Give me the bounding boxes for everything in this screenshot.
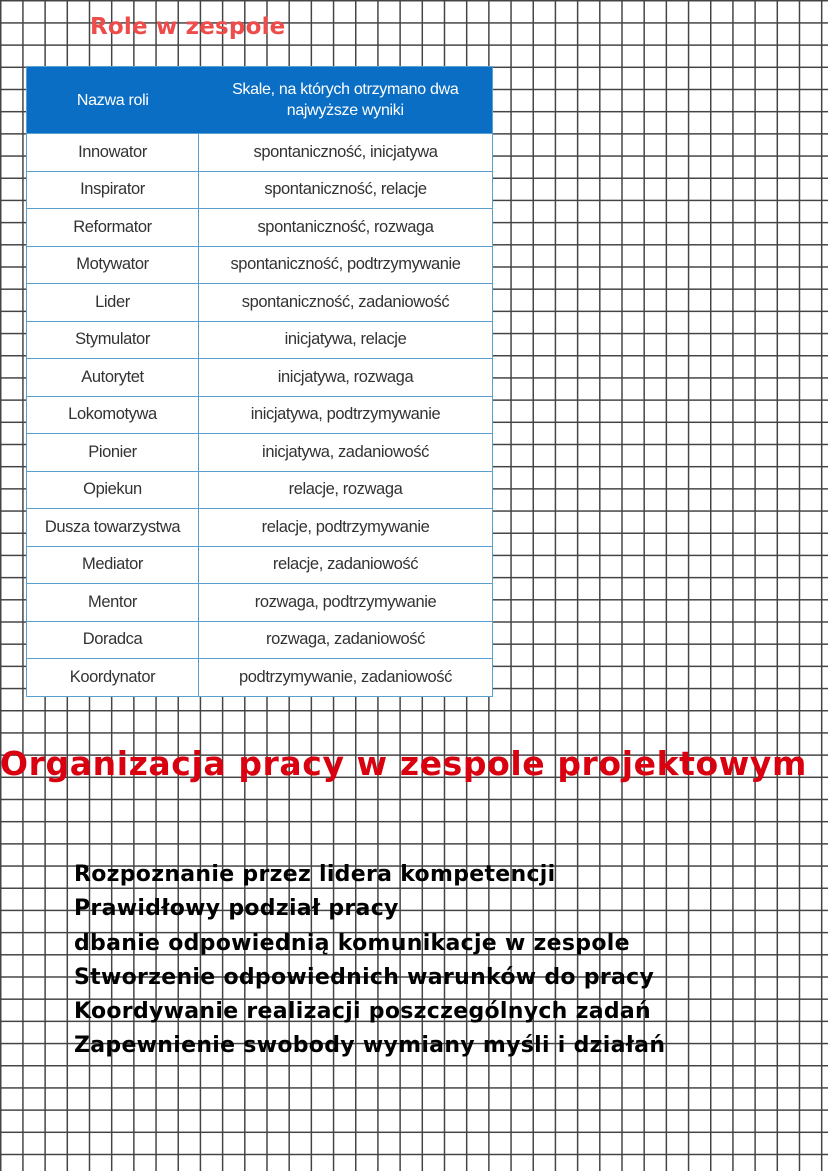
table-row	[27, 471, 493, 509]
table-row	[27, 209, 493, 247]
table-row	[27, 584, 493, 622]
list-item: Prawidłowy podział pracy	[74, 896, 399, 922]
role-scales: podtrzymywanie, zadaniowość	[199, 659, 493, 697]
role-scales: inicjatywa, rozwaga	[199, 359, 493, 397]
table-row	[27, 246, 493, 284]
table-row	[27, 284, 493, 322]
organization-points-list	[74, 858, 665, 1064]
role-name: Stymulator	[27, 321, 199, 359]
role-scales: spontaniczność, inicjatywa	[199, 134, 493, 172]
role-scales: rozwaga, zadaniowość	[199, 621, 493, 659]
role-name: Dusza towarzystwa	[27, 509, 199, 547]
role-name: Mediator	[27, 546, 199, 584]
role-scales: spontaniczność, podtrzymywanie	[199, 246, 493, 284]
table-row	[27, 396, 493, 434]
role-scales: spontaniczność, rozwaga	[199, 209, 493, 247]
section-title: Role w zespole	[90, 14, 286, 40]
roles-table	[26, 66, 493, 697]
role-scales: relacje, rozwaga	[199, 471, 493, 509]
column-header-scales: Skale, na których otrzymano dwa najwyższe wyniki	[199, 67, 493, 134]
list-item: Koordywanie realizacji poszczególnych zadań	[74, 999, 652, 1025]
table-row	[27, 134, 493, 172]
list-item: dbanie odpowiednią komunikacje w zespole	[74, 930, 630, 956]
table-row	[27, 171, 493, 209]
main-heading: Organizacja pracy w zespole projektowym	[0, 744, 807, 783]
role-scales: relacje, zadaniowość	[199, 546, 493, 584]
list-item: Stworzenie odpowiednich warunków do pracy	[74, 964, 655, 990]
table-row	[27, 546, 493, 584]
role-scales: spontaniczność, relacje	[199, 171, 493, 209]
table-row	[27, 509, 493, 547]
list-item: Zapewnienie swobody wymiany myśli i działań	[74, 1033, 666, 1059]
table-row	[27, 659, 493, 697]
list-item: Rozpoznanie przez lidera kompetencji	[74, 862, 556, 887]
role-name: Reformator	[27, 209, 199, 247]
table-row	[27, 359, 493, 397]
column-header-role-name: Nazwa roli	[27, 67, 199, 134]
role-scales: spontaniczność, zadaniowość	[199, 284, 493, 322]
role-scales: inicjatywa, zadaniowość	[199, 434, 493, 472]
role-name: Doradca	[27, 621, 199, 659]
role-scales: relacje, podtrzymywanie	[199, 509, 493, 547]
role-scales: rozwaga, podtrzymywanie	[199, 584, 493, 622]
role-name: Mentor	[27, 584, 199, 622]
role-name: Motywator	[27, 246, 199, 284]
role-name: Pionier	[27, 434, 199, 472]
table-row	[27, 621, 493, 659]
role-scales: inicjatywa, podtrzymywanie	[199, 396, 493, 434]
table-row	[27, 434, 493, 472]
table-row	[27, 321, 493, 359]
role-name: Inspirator	[27, 171, 199, 209]
role-scales: inicjatywa, relacje	[199, 321, 493, 359]
role-name: Autorytet	[27, 359, 199, 397]
role-name: Innowator	[27, 134, 199, 172]
role-name: Opiekun	[27, 471, 199, 509]
role-name: Koordynator	[27, 659, 199, 697]
role-name: Lokomotywa	[27, 396, 199, 434]
role-name: Lider	[27, 284, 199, 322]
table-header-row	[27, 67, 493, 134]
